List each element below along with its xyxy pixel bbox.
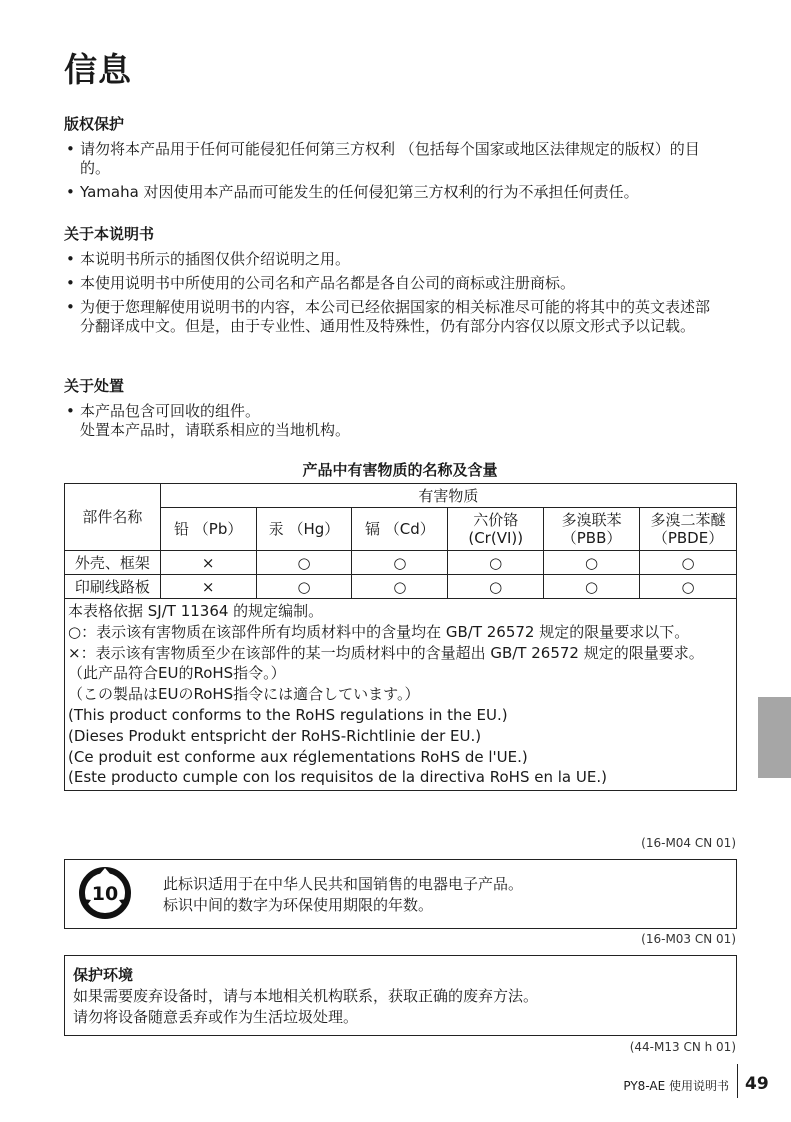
table-note: ○：表示该有害物质在该部件所有均质材料中的含量均在 GB/T 26572 规定的限量要求以下。	[68, 622, 690, 641]
symbol-cell: ○	[352, 575, 448, 599]
table-note: （此产品符合EU的RoHS指令。）	[68, 664, 286, 683]
manual-list	[64, 250, 724, 336]
environment-text	[73, 986, 538, 1028]
table-note: (Este producto cumple con los requisitos de la directiva RoHS en la UE.)	[68, 768, 607, 787]
table-note: (This product conforms to the RoHS regulations in the EU.)	[68, 705, 508, 724]
copyright-section	[64, 114, 724, 207]
list-item: • Yamaha 对因使用本产品而可能发生的任何侵犯第三方权利的行为不承担任何责任。	[64, 183, 724, 202]
environment-ref-code: (44-M13 CN h 01)	[629, 1040, 736, 1054]
symbol-cell: ×	[160, 575, 256, 599]
list-item: • 本说明书所示的插图仅供介绍说明之用。	[64, 250, 724, 269]
section-tab	[758, 697, 791, 778]
list-item: • 请勿将本产品用于任何可能侵犯任何第三方权利 （包括每个国家或地区法律规定的版权）的目的。	[64, 140, 724, 178]
disposal-heading: 关于处置	[64, 377, 125, 395]
substance-header-cell	[544, 508, 640, 551]
mark-line-2: 标识中间的数字为环保使用期限的年数。	[163, 896, 434, 914]
disposal-section	[64, 376, 724, 445]
substance-header: 有害物质	[160, 484, 736, 508]
list-item: • 本使用说明书中所使用的公司名和产品名都是各自公司的商标或注册商标。	[64, 274, 724, 293]
symbol-cell: ○	[544, 551, 640, 575]
substance-name: 六价铬	[473, 511, 519, 529]
hazardous-substances-table	[64, 483, 737, 791]
environment-box	[64, 955, 737, 1036]
page-title: 信息	[64, 50, 132, 89]
footer-label: PY8-AE 使用说明书	[623, 1079, 729, 1093]
footer-divider	[737, 1064, 738, 1098]
substance-code: （PBB）	[561, 529, 622, 547]
symbol-cell: ○	[544, 575, 640, 599]
symbol-cell: ○	[448, 575, 544, 599]
substance-code: (Cr(VI))	[468, 529, 524, 547]
period-number: 10	[91, 883, 119, 905]
symbol-cell: ×	[160, 551, 256, 575]
table-note: (Dieses Produkt entspricht der RoHS-Richtlinie der EU.)	[68, 726, 482, 745]
manual-section	[64, 224, 724, 341]
table-ref-code: (16-M04 CN 01)	[641, 836, 736, 850]
table-note: 本表格依据 SJ/T 11364 的规定编制。	[68, 602, 324, 620]
symbol-cell: ○	[352, 551, 448, 575]
list-item: • 为便于您理解使用说明书的内容，本公司已经依据国家的相关标准尽可能的将其中的英文表述部分翻译成中文。但是，由于专业性、通用性及特殊性，仍有部分内容仅以原文形式予以记载。	[64, 298, 724, 336]
substance-name: 汞 （Hg）	[268, 520, 340, 538]
disposal-line-1: • 本产品包含可回收的组件。	[80, 402, 261, 420]
symbol-cell: ○	[256, 575, 352, 599]
substance-name: 铅 （Pb）	[174, 520, 243, 538]
environment-line-2: 请勿将设备随意丢弃或作为生活垃圾处理。	[73, 1008, 359, 1026]
symbol-cell: ○	[640, 551, 737, 575]
environmental-period-text	[163, 874, 523, 916]
disposal-list	[64, 402, 724, 440]
substance-header-cell	[256, 508, 352, 551]
substance-name: 多溴二苯醚	[650, 511, 726, 529]
list-item	[64, 402, 724, 440]
substance-name: 多溴联苯	[561, 511, 622, 529]
environmental-period-box	[64, 859, 737, 929]
table-note: （この製品はEUのRoHS指令には適合しています。）	[68, 685, 420, 704]
environmental-protection-period-icon	[78, 866, 132, 920]
table-row	[65, 551, 737, 575]
substance-header-cell	[352, 508, 448, 551]
substance-header-cell	[448, 508, 544, 551]
manual-heading: 关于本说明书	[64, 225, 155, 243]
substance-header-cell	[160, 508, 256, 551]
substance-name: 镉 （Cd）	[364, 520, 435, 538]
part-name-cell: 外壳、框架	[65, 551, 161, 575]
page-number: 49	[745, 1074, 769, 1094]
environment-title: 保护环境	[73, 966, 134, 984]
part-name-header: 部件名称	[65, 484, 161, 551]
substance-header-cell	[640, 508, 737, 551]
copyright-heading: 版权保护	[64, 115, 125, 133]
mark-ref-code: (16-M03 CN 01)	[641, 932, 736, 946]
substance-code: （PBDE）	[652, 529, 724, 547]
disposal-line-2: 处置本产品时，请联系相应的当地机构。	[80, 421, 351, 439]
symbol-cell: ○	[256, 551, 352, 575]
table-row	[65, 575, 737, 599]
mark-line-1: 此标识适用于在中华人民共和国销售的电器电子产品。	[163, 875, 524, 893]
symbol-cell: ○	[640, 575, 737, 599]
copyright-list	[64, 140, 724, 202]
part-name-cell: 印刷线路板	[65, 575, 161, 599]
environment-line-1: 如果需要废弃设备时，请与本地相关机构联系，获取正确的废弃方法。	[73, 987, 539, 1005]
table-note: ×：表示该有害物质至少在该部件的某一均质材料中的含量超出 GB/T 26572 规定的限量要求。	[68, 643, 704, 662]
table-note: (Ce produit est conforme aux réglementations RoHS de l'UE.)	[68, 747, 528, 766]
table-notes	[65, 599, 737, 791]
table-caption: 产品中有害物质的名称及含量	[302, 461, 498, 479]
symbol-cell: ○	[448, 551, 544, 575]
